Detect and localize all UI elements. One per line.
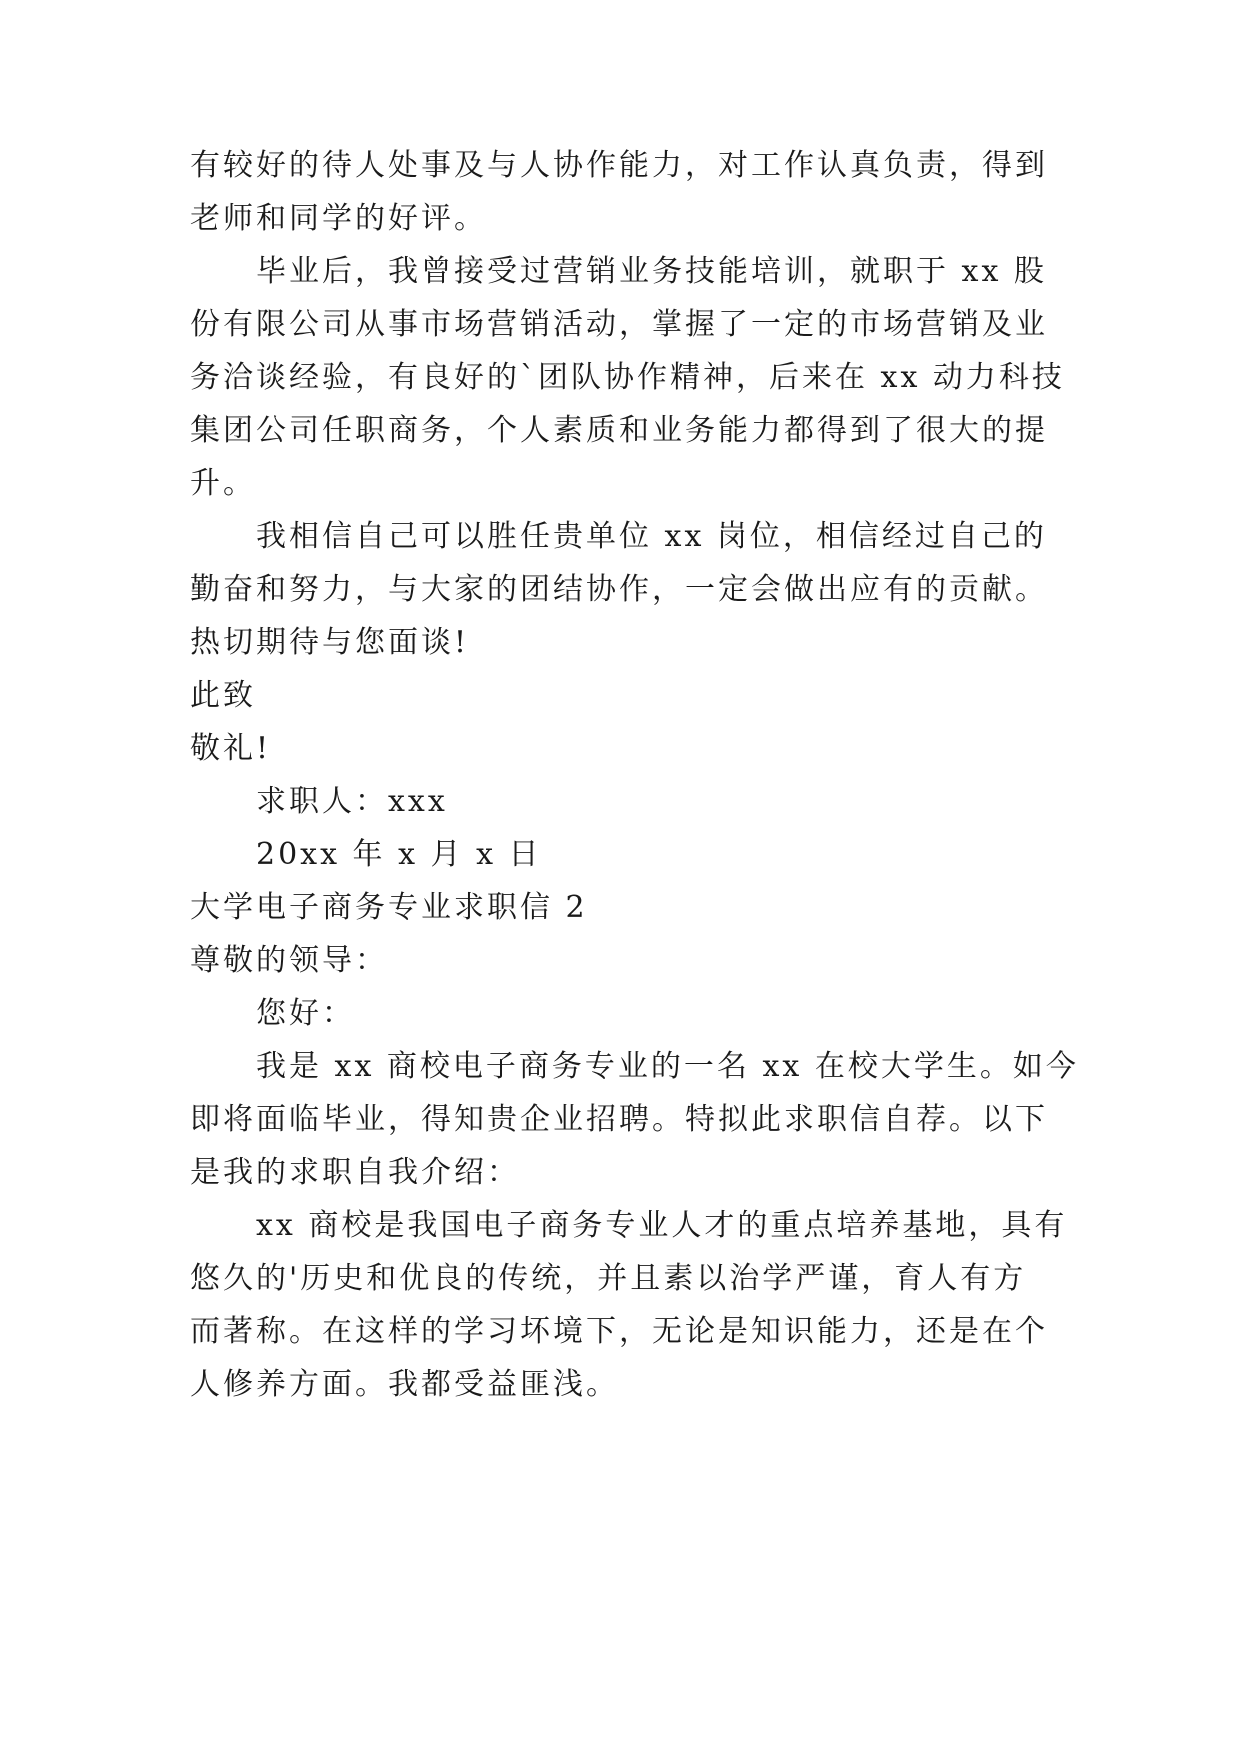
signature-date: 20xx 年 x 月 x 日 (256, 837, 542, 872)
paragraph-school-start: xx 商校是我国电子商务专业人才的重点培养基地，具有 (256, 1208, 1068, 1243)
text-line-7: 升。 (190, 466, 256, 501)
paragraph-confidence-start: 我相信自己可以胜任贵单位 xx 岗位，相信经过自己的 (256, 519, 1047, 554)
text-line-24: 人修养方面。我都受益匪浅。 (190, 1367, 619, 1402)
section-title: 大学电子商务专业求职信 2 (190, 890, 588, 925)
signature-applicant: 求职人：xxx (256, 784, 448, 819)
text-line-19: 即将面临毕业，得知贵企业招聘。特拟此求职信自荐。以下 (190, 1102, 1048, 1137)
text-line-9: 勤奋和努力，与大家的团结协作，一定会做出应有的贡献。 (190, 572, 1048, 607)
greeting-hello: 您好： (256, 996, 355, 1031)
closing-regards: 敬礼! (190, 731, 272, 766)
text-line-22: 悠久的'历史和优良的传统，并且素以治学严谨，育人有方 (190, 1261, 1027, 1296)
paragraph-intro-start: 我是 xx 商校电子商务专业的一名 xx 在校大学生。如今 (256, 1049, 1079, 1084)
paragraph-graduation-start: 毕业后，我曾接受过营销业务技能培训，就职于 xx 股 (256, 254, 1047, 289)
text-line-10: 热切期待与您面谈! (190, 625, 470, 660)
greeting-recipient: 尊敬的领导： (190, 943, 388, 978)
text-line-23: 而著称。在这样的学习坏境下，无论是知识能力，还是在个 (190, 1314, 1048, 1349)
text-line-1: 有较好的待人处事及与人协作能力，对工作认真负责，得到 (190, 148, 1048, 183)
text-line-6: 集团公司任职商务，个人素质和业务能力都得到了很大的提 (190, 413, 1048, 448)
text-line-5: 务洽谈经验，有良好的`团队协作精神，后来在 xx 动力科技 (190, 360, 1065, 395)
closing-salutation: 此致 (190, 678, 256, 713)
text-line-2: 老师和同学的好评。 (190, 201, 487, 236)
text-line-20: 是我的求职自我介绍： (190, 1155, 520, 1190)
text-line-4: 份有限公司从事市场营销活动，掌握了一定的市场营销及业 (190, 307, 1048, 342)
